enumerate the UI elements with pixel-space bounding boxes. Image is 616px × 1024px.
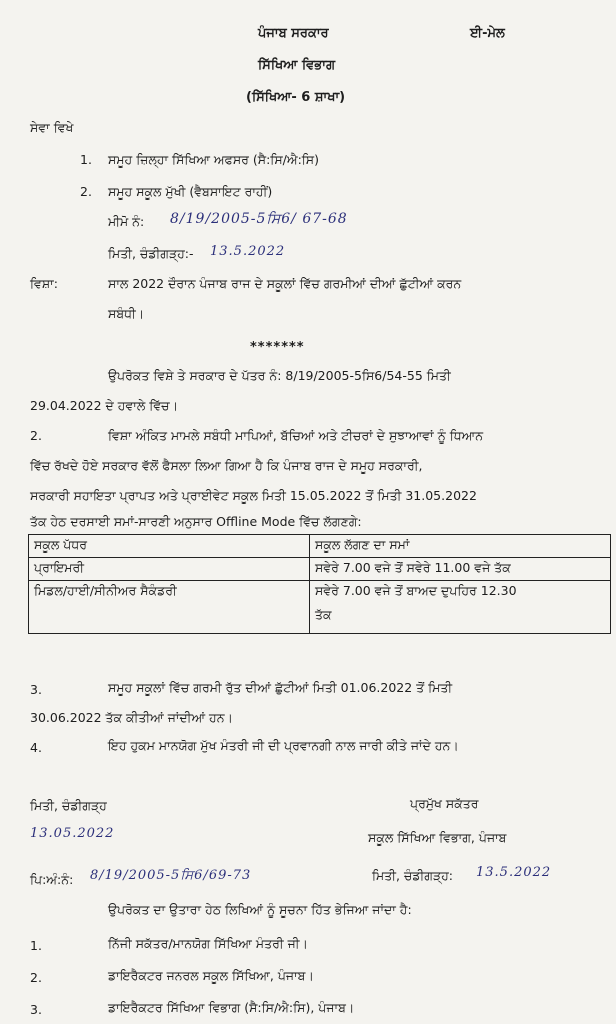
para1-line-1: ਉਪਰੋਕਤ ਵਿਸ਼ੇ ਤੇ ਸਰਕਾਰ ਦੇ ਪੱਤਰ ਨੰ: 8/19/2005-5ਸਿ6/54-55 ਮਿਤੀ	[108, 368, 451, 383]
table-cell-line: ਸਵੇਰੇ 7.00 ਵਜੇ ਤੋਂ ਬਾਅਦ ਦੁਪਹਿਰ 12.30	[315, 583, 517, 598]
schedule-table	[28, 534, 611, 634]
copy-item-3: ਡਾਇਰੈਕਟਰ ਸਿੱਖਿਆ ਵਿਭਾਗ (ਸੈ:ਸਿ/ਐ:ਸਿ), ਪੰਜਾਬ।	[108, 1000, 355, 1015]
para4-num: 4.	[30, 740, 42, 755]
endorsement-date-handwritten: 13.5.2022	[476, 865, 552, 880]
copy-num-1: 1.	[30, 938, 42, 953]
table-cell-line: ਤੱਕ	[315, 607, 332, 622]
copy-item-1: ਨਿੱਜੀ ਸਕੱਤਰ/ਮਾਨਯੋਗ ਸਿੱਖਿਆ ਮੰਤਰੀ ਜੀ।	[108, 936, 308, 951]
signoff-date-handwritten: 13.05.2022	[30, 826, 115, 841]
endorsement-handwritten: 8/19/2005-5ਸਿ6/69-73	[90, 868, 252, 883]
date-handwritten: 13.5.2022	[210, 244, 286, 259]
endorsement-date-label: ਮਿਤੀ, ਚੰਡੀਗੜ੍ਹ:	[372, 868, 454, 883]
addressee-intro: ਸੇਵਾ ਵਿਖੇ	[30, 120, 74, 135]
table-cell	[310, 581, 611, 634]
header-branch: (ਸਿੱਖਿਆ- 6 ਸ਼ਾਖਾ)	[246, 90, 346, 105]
para3-line-2: 30.06.2022 ਤੱਕ ਕੀਤੀਆਂ ਜਾਂਦੀਆਂ ਹਨ।	[30, 710, 233, 725]
para2-line-2: ਵਿੱਚ ਰੱਖਦੇ ਹੋਏ ਸਰਕਾਰ ਵੱਲੋਂ ਫੈਸਲਾ ਲਿਆ ਗਿਆ ਹੈ ਕਿ ਪੰਜਾਬ ਰਾਜ ਦੇ ਸਮੂਹ ਸਰਕਾਰੀ,	[30, 458, 423, 473]
table-cell: ਪ੍ਰਾਇਮਰੀ	[29, 558, 310, 581]
subject-label: ਵਿਸ਼ਾ:	[30, 276, 58, 291]
copy-num-2: 2.	[30, 970, 42, 985]
addressee-num-1: 1.	[80, 152, 92, 167]
para3-num: 3.	[30, 682, 42, 697]
para2-num: 2.	[30, 428, 42, 443]
table-header-row	[29, 535, 611, 558]
addressee-num-2: 2.	[80, 184, 92, 199]
table-cell: ਮਿਡਲ/ਹਾਈ/ਸੀਨੀਅਰ ਸੈਕੰਡਰੀ	[29, 581, 310, 634]
table-cell: ਸਵੇਰੇ 7.00 ਵਜੇ ਤੋਂ ਸਵੇਰੇ 11.00 ਵਜੇ ਤੱਕ	[310, 558, 611, 581]
endorsement-intro: ਉਪਰੋਕਤ ਦਾ ਉਤਾਰਾ ਹੇਠ ਲਿਖਿਆਂ ਨੂੰ ਸੂਚਨਾ ਹਿੱਤ ਭੇਜਿਆ ਜਾਂਦਾ ਹੈ:	[108, 902, 412, 917]
signoff-department: ਸਕੂਲ ਸਿੱਖਿਆ ਵਿਭਾਗ, ਪੰਜਾਬ	[368, 830, 507, 845]
memo-label: ਮੀਮੋ ਨੰ:	[108, 214, 145, 229]
para4-line-1: ਇਹ ਹੁਕਮ ਮਾਨਯੋਗ ਮੁੱਖ ਮੰਤਰੀ ਜੀ ਦੀ ਪ੍ਰਵਾਨਗੀ ਨਾਲ ਜਾਰੀ ਕੀਤੇ ਜਾਂਦੇ ਹਨ।	[108, 738, 459, 753]
copy-item-2: ਡਾਇਰੈਕਟਰ ਜਨਰਲ ਸਕੂਲ ਸਿੱਖਿਆ, ਪੰਜਾਬ।	[108, 968, 314, 983]
para2-line-4: ਤੱਕ ਹੇਠ ਦਰਸਾਈ ਸਮਾਂ-ਸਾਰਣੀ ਅਨੁਸਾਰ Offline Mode ਵਿੱਚ ਲੱਗਣਗੇ:	[30, 514, 362, 529]
subject-line-2: ਸਬੰਧੀ।	[108, 306, 145, 321]
separator: *******	[250, 340, 305, 355]
email-tag: ਈ-ਮੇਲ	[470, 26, 505, 41]
addressee-item-2: ਸਮੂਹ ਸਕੂਲ ਮੁੱਖੀ (ਵੈਬਸਾਇਟ ਰਾਹੀਂ)	[108, 184, 273, 199]
memo-handwritten: 8/19/2005-5ਸਿ6/ 67-68	[170, 211, 348, 227]
header-department: ਸਿੱਖਿਆ ਵਿਭਾਗ	[258, 58, 336, 73]
signoff-date-label: ਮਿਤੀ, ਚੰਡੀਗੜ੍ਹ	[30, 798, 107, 813]
para3-line-1: ਸਮੂਹ ਸਕੂਲਾਂ ਵਿੱਚ ਗਰਮੀ ਰੁੱਤ ਦੀਆਂ ਛੁੱਟੀਆਂ ਮਿਤੀ 01.06.2022 ਤੋਂ ਮਿਤੀ	[108, 680, 453, 695]
date-label: ਮਿਤੀ, ਚੰਡੀਗੜ੍ਹ:-	[108, 246, 194, 261]
para2-line-3: ਸਰਕਾਰੀ ਸਹਾਇਤਾ ਪ੍ਰਾਪਤ ਅਤੇ ਪ੍ਰਾਈਵੇਟ ਸਕੂਲ ਮਿਤੀ 15.05.2022 ਤੋਂ ਮਿਤੀ 31.05.2022	[30, 488, 477, 503]
table-header-cell: ਸਕੂਲ ਪੱਧਰ	[29, 535, 310, 558]
table-row	[29, 581, 611, 634]
table-header-cell: ਸਕੂਲ ਲੱਗਣ ਦਾ ਸਮਾਂ	[310, 535, 611, 558]
para2-line-1: ਵਿਸ਼ਾ ਅੰਕਿਤ ਮਾਮਲੇ ਸਬੰਧੀ ਮਾਪਿਆਂ, ਬੱਚਿਆਂ ਅਤੇ ਟੀਚਰਾਂ ਦੇ ਸੁਝਾਆਵਾਂ ਨੂੰ ਧਿਆਨ	[108, 428, 484, 443]
para1-line-2: 29.04.2022 ਦੇ ਹਵਾਲੇ ਵਿੱਚ।	[30, 398, 178, 413]
subject-line-1: ਸਾਲ 2022 ਦੌਰਾਨ ਪੰਜਾਬ ਰਾਜ ਦੇ ਸਕੂਲਾਂ ਵਿੱਚ ਗਰਮੀਆਂ ਦੀਆਂ ਛੁੱਟੀਆਂ ਕਰਨ	[108, 276, 462, 291]
copy-num-3: 3.	[30, 1002, 42, 1017]
addressee-item-1: ਸਮੂਹ ਜ਼ਿਲ੍ਹਾ ਸਿੱਖਿਆ ਅਫਸਰ (ਸੈ:ਸਿ/ਐ:ਸਿ)	[108, 152, 320, 167]
table-row	[29, 558, 611, 581]
signoff-title: ਪ੍ਰਮੁੱਖ ਸਕੱਤਰ	[410, 796, 479, 811]
endorsement-label: ਪਿ:ਅੰ:ਨੰ:	[30, 872, 74, 887]
header-govt: ਪੰਜਾਬ ਸਰਕਾਰ	[258, 26, 329, 41]
